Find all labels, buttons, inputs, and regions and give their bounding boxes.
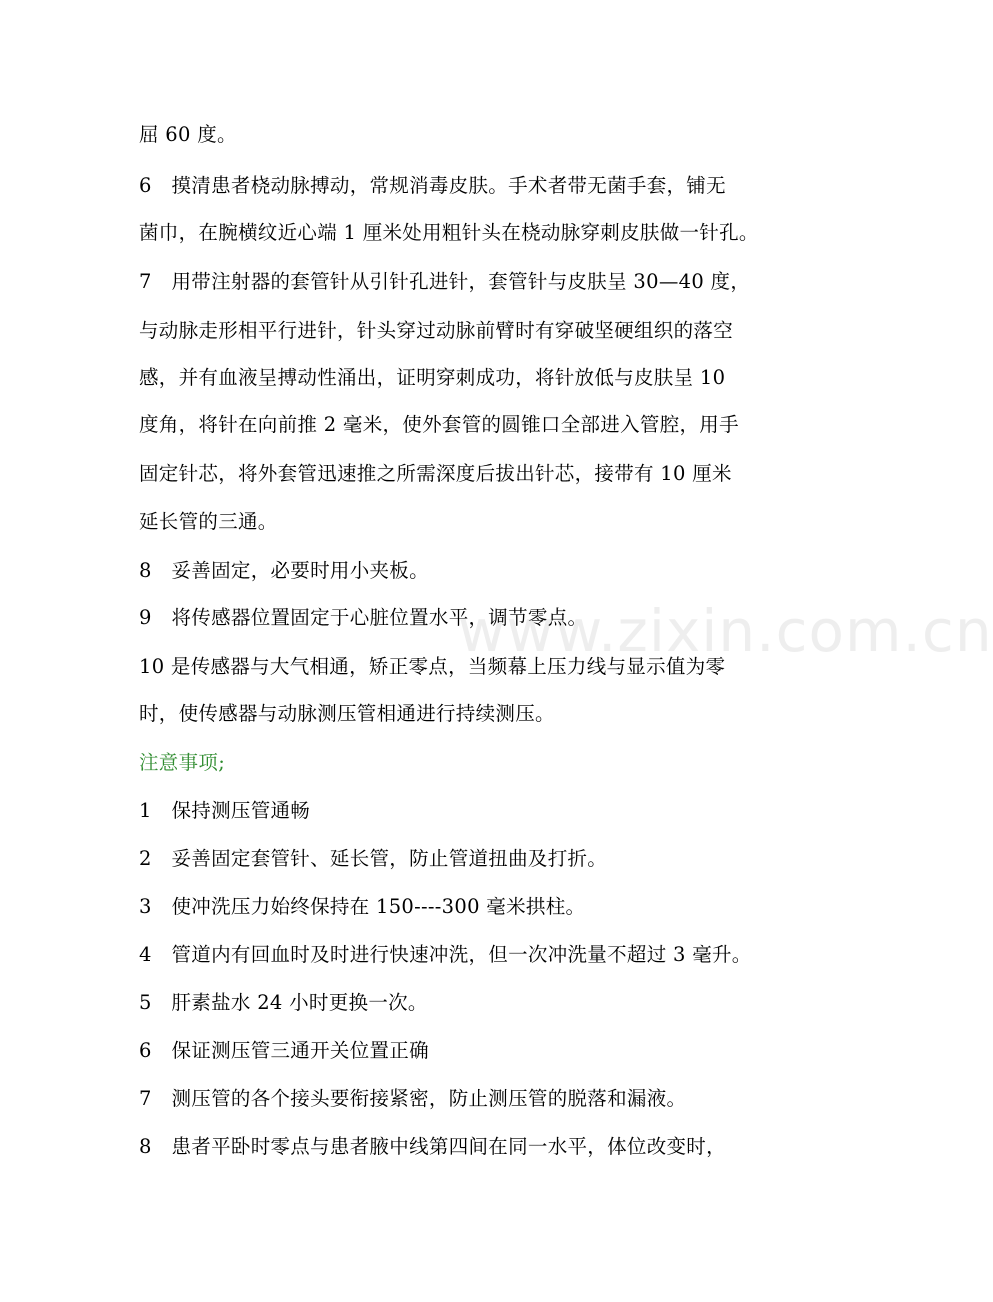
text-line: 时，使传感器与动脉测压管相通进行持续测压。 — [139, 702, 555, 725]
text-line: 6 摸清患者桡动脉搏动，常规消毒皮肤。手术者带无菌手套，铺无 — [139, 174, 726, 197]
note-item: 7 测压管的各个接头要衔接紧密，防止测压管的脱落和漏液。 — [139, 1087, 687, 1110]
note-item: 3 使冲洗压力始终保持在 150----300 毫米拱柱。 — [139, 895, 586, 918]
text-line: 感，并有血液呈搏动性涌出，证明穿刺成功，将针放低与皮肤呈 10 — [139, 366, 726, 389]
text-line: 8 妥善固定，必要时用小夹板。 — [139, 559, 429, 582]
text-line: 菌巾，在腕横纹近心端 1 厘米处用粗针头在桡动脉穿刺皮肤做一针孔。 — [139, 221, 759, 244]
note-item: 5 肝素盐水 24 小时更换一次。 — [139, 991, 428, 1014]
note-item: 4 管道内有回血时及时进行快速冲洗，但一次冲洗量不超过 3 毫升。 — [139, 943, 752, 966]
notes-heading: 注意事项; — [139, 751, 226, 774]
text-line: 9 将传感器位置固定于心脏位置水平，调节零点。 — [139, 606, 588, 629]
note-item: 2 妥善固定套管针、延长管，防止管道扭曲及打折。 — [139, 847, 608, 870]
text-line: 度角，将针在向前推 2 毫米，使外套管的圆锥口全部进入管腔，用手 — [139, 413, 739, 436]
text-line: 延长管的三通。 — [139, 510, 278, 533]
note-item: 1 保持测压管通畅 — [139, 799, 311, 822]
watermark: www.zixin.com.cn — [458, 597, 993, 665]
note-item: 6 保证测压管三通开关位置正确 — [139, 1039, 429, 1062]
text-line: 与动脉走形相平行进针，针头穿过动脉前臂时有穿破坚硬组织的落空 — [139, 319, 734, 342]
text-line: 固定针芯，将外套管迅速推之所需深度后拔出针芯，接带有 10 厘米 — [139, 462, 732, 485]
text-line: 10 是传感器与大气相通，矫正零点，当频幕上压力线与显示值为零 — [139, 655, 726, 678]
text-line: 屈 60 度。 — [139, 123, 237, 146]
text-line: 7 用带注射器的套管针从引针孔进针，套管针与皮肤呈 30—40 度， — [139, 270, 751, 293]
note-item: 8 患者平卧时零点与患者腋中线第四间在同一水平，体位改变时， — [139, 1135, 726, 1158]
